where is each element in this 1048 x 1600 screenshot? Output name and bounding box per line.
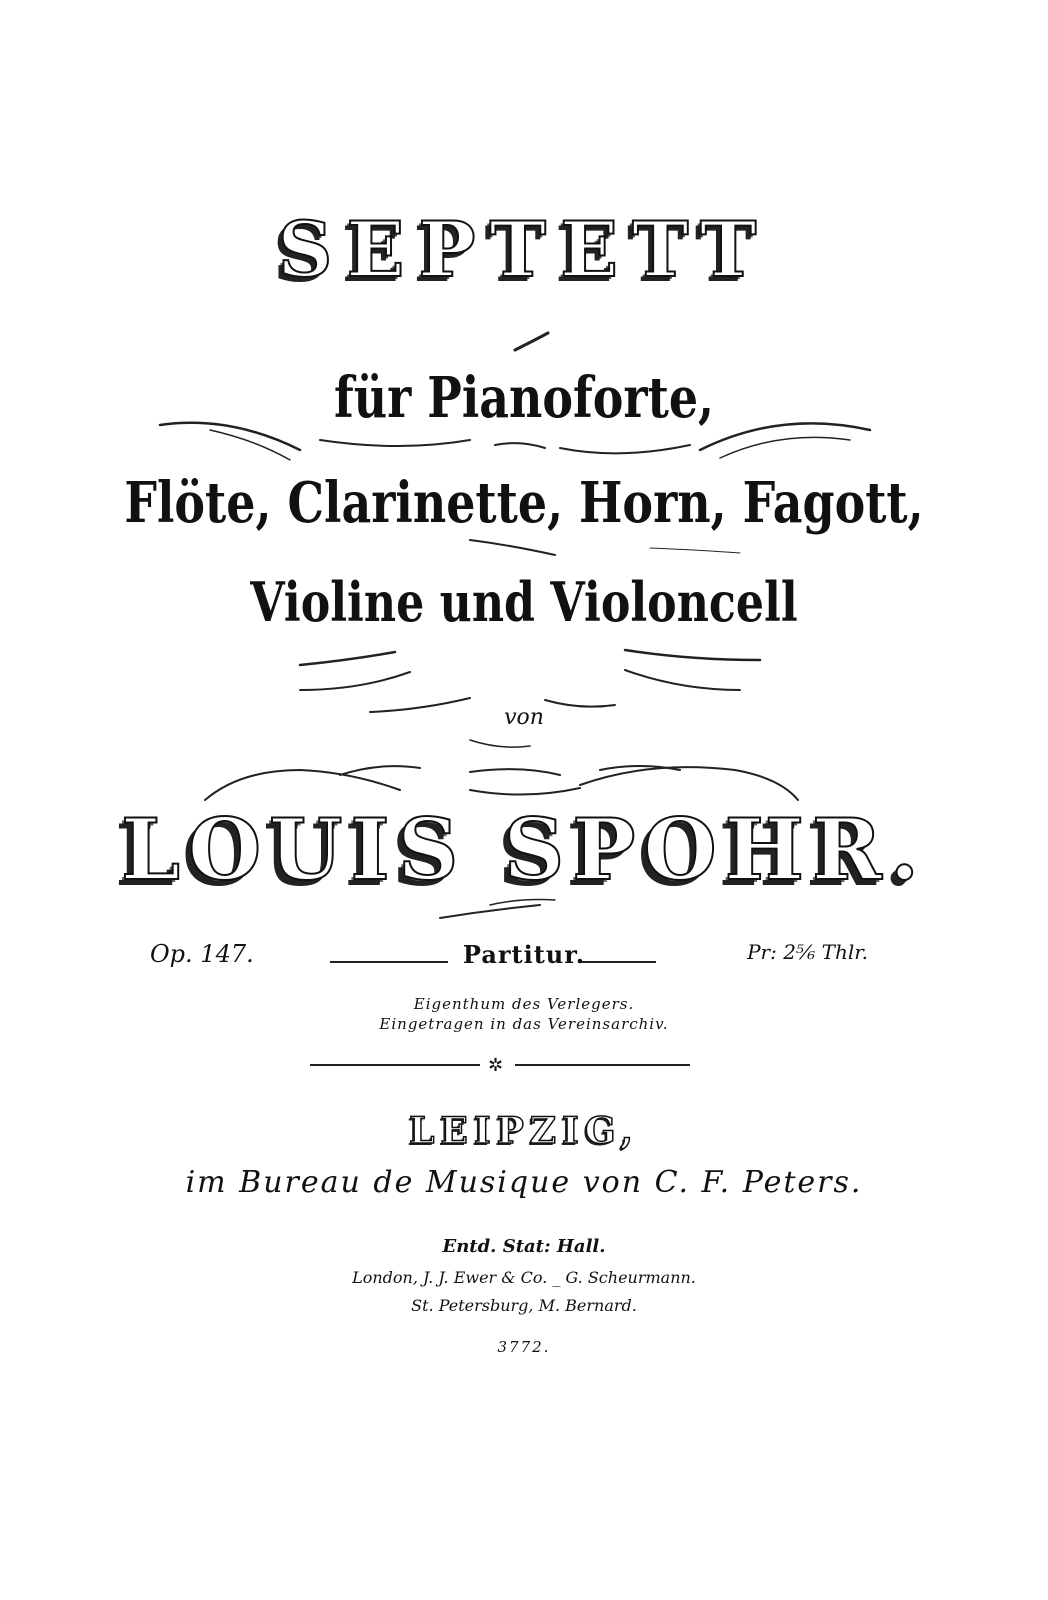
- flourish-right-2: [720, 437, 850, 458]
- flourish-right-3: [625, 650, 760, 660]
- flourish-composer-right-arc: [580, 767, 798, 800]
- flourish-right-4: [625, 670, 740, 690]
- flourish-mid-3: [560, 445, 690, 453]
- flourish-under-composer2: [490, 900, 555, 905]
- by-label: von: [504, 705, 544, 730]
- flourish-left-3: [300, 652, 395, 665]
- composer-name: LOUIS SPOHR.: [120, 800, 928, 899]
- flourish-mid-2: [495, 443, 545, 448]
- flourish-under-composer: [440, 905, 540, 918]
- instrumentation-line-1: für Pianoforte,: [333, 365, 715, 431]
- rights-line-2: Eingetragen in das Vereinsarchiv.: [379, 1015, 669, 1033]
- publisher-city: LEIPZIG,: [409, 1110, 639, 1152]
- flourish-under-line2: [470, 540, 555, 555]
- stationers-hall-entry: Entd. Stat: Hall.: [442, 1236, 606, 1257]
- separator-star-icon: ✲: [488, 1055, 504, 1076]
- flourish-composer-center: [470, 769, 560, 775]
- instrumentation-line-3: Violine und Violoncell: [250, 570, 798, 634]
- flourish-composer-left-arc: [205, 770, 400, 800]
- flourish-composer-1: [470, 740, 530, 747]
- flourish-top-small: [515, 333, 548, 350]
- agent-petersburg: St. Petersburg, M. Bernard.: [411, 1296, 637, 1315]
- plate-number: 3772.: [497, 1338, 551, 1356]
- flourish-left-4: [300, 672, 410, 690]
- flourish-under-line2b: [650, 548, 740, 553]
- edition-label: Partitur.: [462, 940, 586, 969]
- flourish-composer-left-arc2: [340, 766, 420, 775]
- rights-line-1: Eigenthum des Verlegers.: [413, 995, 635, 1013]
- agent-london: London, J. J. Ewer & Co. _ G. Scheurmann.: [352, 1268, 696, 1287]
- instrumentation-line-2: Flöte, Clarinette, Horn, Fagott,: [124, 470, 924, 536]
- flourish-left-2: [210, 430, 290, 460]
- flourish-composer-center2: [470, 788, 580, 795]
- publisher-name: im Bureau de Musique von C. F. Peters.: [185, 1165, 863, 1200]
- work-title: SEPTETT: [277, 205, 771, 294]
- flourish-mid-1: [320, 440, 470, 446]
- price: Pr: 2⅚ Thlr.: [747, 940, 868, 964]
- opus-number: Op. 147.: [150, 940, 254, 968]
